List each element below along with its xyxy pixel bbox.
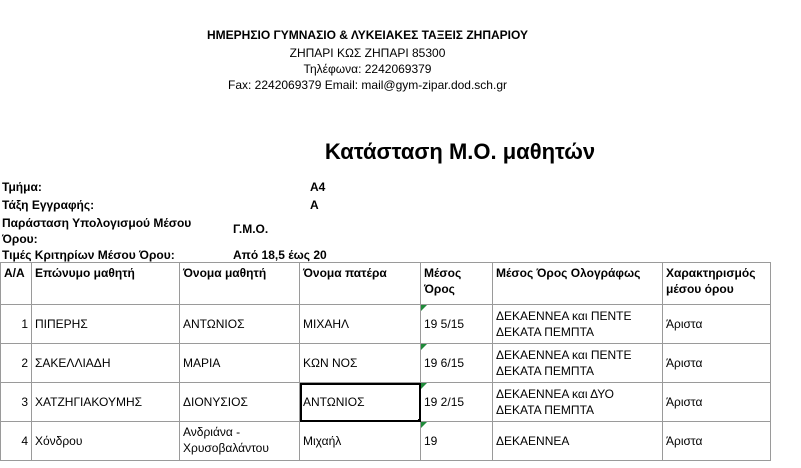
cell-avg-words[interactable]: ΔΕΚΑΕΝΝΕΑ xyxy=(493,422,663,461)
cell-father[interactable]: Μιχαήλ xyxy=(300,422,421,461)
avg-formula-value[interactable]: Γ.Μ.Ο. xyxy=(233,222,269,236)
cell-name[interactable]: ΔΙΟΝΥΣΙΟΣ xyxy=(180,383,300,422)
criteria-label: Τιμές Κριτηρίων Μέσου Όρου: xyxy=(2,248,175,262)
page-title: Κατάσταση Μ.Ο. μαθητών xyxy=(324,139,596,164)
cell-avg[interactable]: 19 xyxy=(421,422,493,461)
avg-formula-label-line1: Παράσταση Υπολογισμού Μέσου xyxy=(2,216,192,230)
section-label: Τμήμα: xyxy=(2,180,42,194)
cell-rating[interactable]: Άριστα xyxy=(663,305,771,344)
cell-surname[interactable]: ΣΑΚΕΛΛΙΑΔΗ xyxy=(32,344,180,383)
table-row xyxy=(1,344,771,383)
cell-rating[interactable]: Άριστα xyxy=(663,422,771,461)
table-row xyxy=(1,383,771,422)
cell-aa[interactable]: 3 xyxy=(1,383,32,422)
cell-avg-words[interactable]: ΔΕΚΑΕΝΝΕΑ και ΠΕΝΤΕ ΔΕΚΑΤΑ ΠΕΜΠΤΑ xyxy=(493,344,663,383)
col-header-father[interactable]: Όνομα πατέρα xyxy=(300,263,421,305)
col-header-aa[interactable]: Α/Α xyxy=(1,263,32,305)
col-header-rating[interactable]: Χαρακτηρισμός μέσου όρου xyxy=(663,263,771,305)
class-label: Τάξη Εγγραφής: xyxy=(2,198,95,212)
col-header-avg[interactable]: Μέσος Όρος xyxy=(421,263,493,305)
cell-avg[interactable]: 19 6/15 xyxy=(421,344,493,383)
section-value[interactable]: Α4 xyxy=(310,180,326,194)
cell-avg[interactable]: 19 2/15 xyxy=(421,383,493,422)
cell-name[interactable]: ΑΝΤΩΝΙΟΣ xyxy=(180,305,300,344)
students-table xyxy=(0,262,771,461)
school-address: ΖΗΠΑΡΙ ΚΩΣ ΖΗΠΑΡΙ 85300 xyxy=(289,46,446,60)
cell-aa[interactable]: 2 xyxy=(1,344,32,383)
school-phone: Τηλέφωνα: 2242069379 xyxy=(303,62,432,76)
cell-avg[interactable]: 19 5/15 xyxy=(421,305,493,344)
cell-rating[interactable]: Άριστα xyxy=(663,383,771,422)
col-header-avg-words[interactable]: Μέσος Όρος Ολογράφως xyxy=(493,263,663,305)
cell-aa[interactable]: 1 xyxy=(1,305,32,344)
cell-avg-words[interactable]: ΔΕΚΑΕΝΝΕΑ και ΠΕΝΤΕ ΔΕΚΑΤΑ ΠΕΜΠΤΑ xyxy=(493,305,663,344)
criteria-value[interactable]: Από 18,5 έως 20 xyxy=(233,248,327,262)
table-header-row xyxy=(1,263,771,305)
cell-father[interactable]: ΚΩΝ ΝΟΣ xyxy=(300,344,421,383)
class-value[interactable]: Α xyxy=(310,198,319,212)
cell-name[interactable]: ΜΑΡΙΑ xyxy=(180,344,300,383)
cell-father-selected[interactable]: ΑΝΤΩΝΙΟΣ xyxy=(300,383,421,422)
school-fax-email: Fax: 2242069379 Email: mail@gym-zipar.dod.sch.gr xyxy=(228,78,507,92)
col-header-name[interactable]: Όνομα μαθητή xyxy=(180,263,300,305)
cell-avg-words[interactable]: ΔΕΚΑΕΝΝΕΑ και ΔΥΟ ΔΕΚΑΤΑ ΠΕΜΠΤΑ xyxy=(493,383,663,422)
col-header-surname[interactable]: Επώνυμο μαθητή xyxy=(32,263,180,305)
table-row xyxy=(1,422,771,461)
cell-surname[interactable]: Χόνδρου xyxy=(32,422,180,461)
cell-aa[interactable]: 4 xyxy=(1,422,32,461)
cell-father[interactable]: ΜΙΧΑΗΛ xyxy=(300,305,421,344)
table-row xyxy=(1,305,771,344)
cell-surname[interactable]: ΠΙΠΕΡΗΣ xyxy=(32,305,180,344)
avg-formula-label-line2: Όρου: xyxy=(2,232,38,246)
cell-rating[interactable]: Άριστα xyxy=(663,344,771,383)
school-name: ΗΜΕΡΗΣΙΟ ΓΥΜΝΑΣΙΟ & ΛΥΚΕΙΑΚΕΣ ΤΑΞΕΙΣ ΖΗΠΑΡΙΟΥ xyxy=(206,28,528,42)
cell-name[interactable]: Ανδριάνα - Χρυσοβαλάντου xyxy=(180,422,300,461)
cell-surname[interactable]: ΧΑΤΖΗΓΙΑΚΟΥΜΗΣ xyxy=(32,383,180,422)
